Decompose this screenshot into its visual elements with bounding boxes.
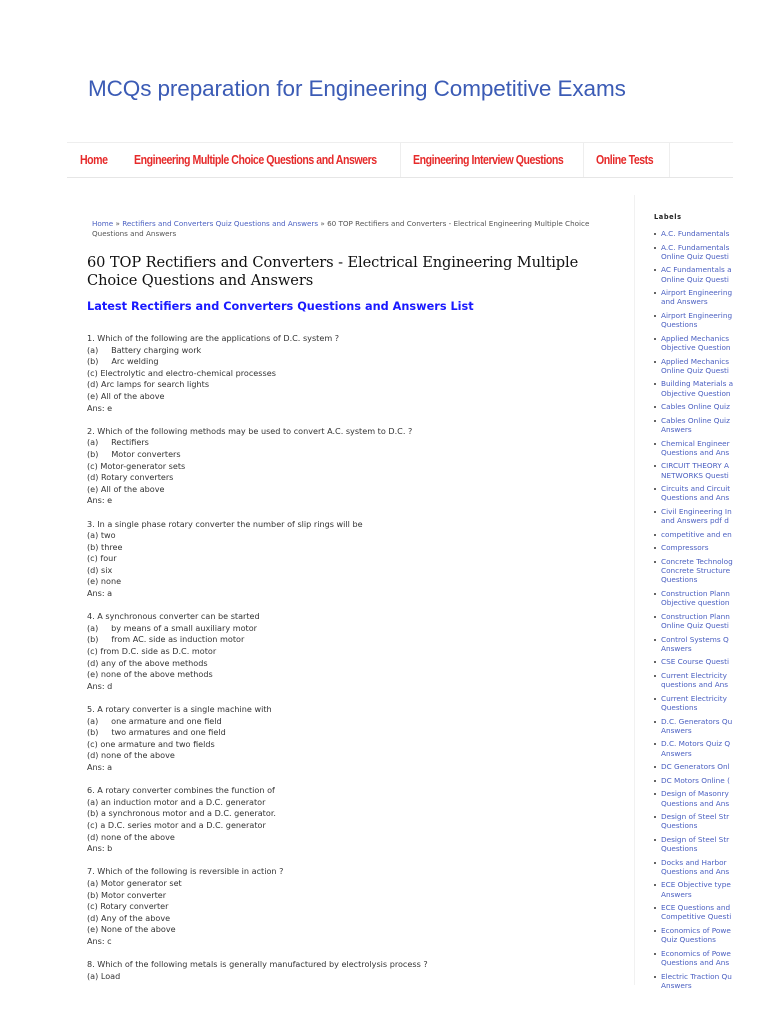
sidebar-label-link[interactable] (654, 243, 768, 261)
post-title: 60 TOP Rectifiers and Converters - Electrical Engineering Multiple Choice Questions and Answers (87, 254, 579, 289)
sidebar-label-link[interactable] (654, 776, 768, 785)
answer-key: Ans: d (87, 680, 113, 691)
sidebar-label-text: Design of Masonry (661, 789, 729, 799)
answer-option: (b) Motor converter (87, 889, 167, 900)
nav-divider (669, 143, 670, 177)
sidebar-label-text: Questions (661, 320, 698, 330)
sidebar-label-text: Economics of Powe (661, 926, 731, 936)
sidebar-label-text: Questions and Ans (661, 493, 730, 503)
sidebar-label-text: Chemical Engineer (661, 438, 730, 448)
sidebar-label-text: CSE Course Questi (661, 657, 729, 667)
answer-option: (b) Motor converters (87, 448, 181, 459)
sidebar-label-link[interactable] (654, 507, 768, 525)
breadcrumb-separator: » (318, 219, 328, 228)
question-text: 8. Which of the following metals is generally manufactured by electrolysis process ? (87, 959, 428, 970)
sidebar-label-text: Quiz Questions (661, 935, 716, 945)
sidebar-label-link[interactable] (654, 949, 768, 967)
answer-option: (a) two (87, 530, 116, 541)
sidebar-label-link[interactable] (654, 762, 768, 771)
sidebar-label-text: Questions (661, 821, 698, 831)
breadcrumb-separator: » (113, 219, 123, 228)
sidebar-heading: Labels (654, 213, 682, 221)
answer-option: (b) from AC. side as induction motor (87, 634, 245, 645)
sidebar-label-text: Online Quiz Questi (661, 274, 729, 284)
answer-option: (c) Electrolytic and electro-chemical processes (87, 367, 276, 378)
sidebar-label-text: questions and Ans (661, 680, 729, 690)
sidebar-label-text: D.C. Motors Quiz Q (661, 739, 731, 749)
sidebar-label-link[interactable] (654, 789, 768, 807)
sidebar-label-link[interactable] (654, 657, 768, 666)
sidebar-label-text: Design of Steel Str (661, 812, 730, 822)
sidebar-label-link[interactable] (654, 379, 768, 397)
question-text: 5. A rotary converter is a single machine with (87, 704, 272, 714)
answer-option: (d) Rotary converters (87, 472, 174, 483)
question-item (87, 785, 627, 855)
answer-key: Ans: a (87, 761, 113, 772)
sidebar-label-text: Control Systems Q (661, 634, 729, 644)
sidebar-label-link[interactable] (654, 334, 768, 352)
sidebar-label-text: Objective Question (661, 388, 731, 398)
question-text: 2. Which of the following methods may be used to convert A.C. system to D.C. ? (87, 425, 413, 436)
sidebar-label-text: CIRCUIT THEORY A (661, 461, 729, 471)
sidebar-label-link[interactable] (654, 311, 768, 329)
sidebar-label-text: Questions and Ans (661, 866, 730, 876)
sidebar-label-text: ECE Questions and (661, 903, 731, 913)
sidebar-label-text: Design of Steel Str (661, 834, 730, 844)
sidebar-label-link[interactable] (654, 858, 768, 876)
sidebar-label-link[interactable] (654, 543, 768, 552)
answer-key: Ans: a (87, 588, 113, 599)
question-item (87, 333, 627, 414)
sidebar-label-link[interactable] (654, 416, 768, 434)
answer-option: (a) one armature and one field (87, 715, 222, 726)
question-text: 3. In a single phase rotary converter the number of slip rings will be (87, 518, 363, 529)
answer-option: (b) two armatures and one field (87, 727, 226, 738)
answer-key: Ans: b (87, 843, 113, 854)
nav-divider (583, 143, 584, 177)
answer-option: (b) a synchronous motor and a D.C. generator. (87, 808, 276, 819)
question-item (87, 519, 627, 600)
sidebar-label-text: and Answers (661, 297, 708, 307)
sidebar-label-link[interactable] (654, 739, 768, 757)
sidebar-label-text: Applied Mechanics (661, 333, 730, 343)
sidebar-label-text: Objective question (661, 598, 730, 608)
breadcrumb (92, 219, 612, 239)
sidebar-label-link[interactable] (654, 612, 768, 630)
answer-option: (e) All of the above (87, 483, 165, 494)
site-title[interactable]: MCQs preparation for Engineering Competitive Exams (88, 76, 626, 101)
label-list (654, 229, 768, 990)
answer-option: (e) None of the above (87, 924, 176, 935)
sidebar-label-text: Construction Plann (661, 611, 730, 621)
answer-option: (a) Load (87, 970, 121, 981)
main-nav (67, 142, 733, 178)
sidebar-label-text: Concrete Technolog (661, 556, 733, 566)
sidebar-label-text: Airport Engineering (661, 288, 733, 298)
answer-option: (e) none (87, 576, 122, 587)
sidebar-label-text: Current Electricity (661, 670, 727, 680)
sidebar-label-text: Online Quiz Questi (661, 365, 729, 375)
answer-option: (a) an induction motor and a D.C. generator (87, 796, 266, 807)
answer-key: Ans: e (87, 402, 113, 413)
answer-option: (b) Arc welding (87, 356, 159, 367)
sidebar-label-text: Questions (661, 702, 698, 712)
sidebar-label-text: A.C. Fundamentals (661, 242, 730, 252)
sidebar-label-text: Online Quiz Questi (661, 251, 729, 261)
question-item (87, 704, 627, 774)
answer-option: (b) three (87, 541, 123, 552)
sidebar-label-text: A.C. Fundamentals (661, 229, 730, 238)
sidebar-label-link[interactable] (654, 835, 768, 853)
sidebar-label-text: Answers (661, 748, 692, 758)
sidebar-label-text: ECE Objective type (661, 880, 731, 890)
sidebar-label-text: Building Materials a (661, 379, 734, 389)
answer-option: (c) a D.C. series motor and a D.C. generator (87, 819, 266, 830)
answer-option: (a) Rectifiers (87, 437, 149, 448)
sidebar-label-text: Applied Mechanics (661, 356, 730, 366)
nav-divider (400, 143, 401, 177)
sidebar-label-link[interactable] (654, 671, 768, 689)
sidebar-label-text: Economics of Powe (661, 948, 731, 958)
nav-online-tests[interactable]: Online Tests (596, 153, 654, 167)
sidebar-label-text: Objective Question (661, 342, 731, 352)
sidebar-label-link[interactable] (654, 880, 768, 898)
sidebar-label-text: Questions (661, 575, 698, 585)
answer-option: (d) Any of the above (87, 912, 171, 923)
answer-key: Ans: c (87, 935, 112, 946)
answer-option: (a) Motor generator set (87, 877, 182, 888)
answer-option: (c) four (87, 553, 117, 564)
sidebar-label-text: Answers (661, 980, 692, 990)
sidebar-label-link[interactable] (654, 461, 768, 479)
post-subheading: Latest Rectifiers and Converters Questions and Answers List (87, 300, 474, 313)
answer-option: (a) by means of a small auxiliary motor (87, 622, 257, 633)
sidebar-label-text: D.C. Generators Qu (661, 716, 733, 726)
sidebar-label-text: Current Electricity (661, 693, 727, 703)
sidebar-label-text: Circuits and Circuit (661, 484, 731, 494)
sidebar-label-text: Questions and Ans (661, 798, 730, 808)
sidebar-label-link[interactable] (654, 717, 768, 735)
question-list (87, 333, 627, 994)
sidebar-label-text: Airport Engineering (661, 310, 733, 320)
nav-home[interactable]: Home (80, 153, 108, 167)
question-text: 4. A synchronous converter can be started (87, 611, 260, 622)
question-item (87, 959, 627, 982)
sidebar-label-link[interactable] (654, 530, 768, 539)
question-item (87, 866, 627, 947)
sidebar-label-link[interactable] (654, 589, 768, 607)
breadcrumb-category[interactable]: Rectifiers and Converters Quiz Questions and Answers (122, 219, 319, 228)
sidebar-label-text: Online Quiz Questi (661, 620, 729, 630)
nav-engineering-mcq[interactable]: Engineering Multiple Choice Questions and Answers (134, 153, 377, 167)
sidebar-label-text: Civil Engineering In (661, 506, 732, 516)
sidebar-label-text: and Answers pdf d (661, 516, 729, 526)
sidebar-label-text: Answers (661, 643, 692, 653)
sidebar-label-link[interactable] (654, 357, 768, 375)
sidebar-label-text: Questions (661, 844, 698, 854)
sidebar-label-text: AC Fundamentals a (661, 265, 732, 275)
sidebar-label-text: Construction Plann (661, 588, 730, 598)
sidebar-label-text: Compressors (661, 543, 709, 553)
sidebar-label-text: Docks and Harbor (661, 857, 727, 867)
sidebar-label-link[interactable] (654, 484, 768, 502)
breadcrumb-current: 60 TOP Rectifiers and Converters - Electrical Engineering Multiple Choice Questions and Answers (92, 219, 590, 238)
sidebar-label-link[interactable] (654, 402, 768, 411)
sidebar-label-text: Cables Online Quiz (661, 402, 730, 412)
question-text: 7. Which of the following is reversible in action ? (87, 866, 284, 877)
sidebar-label-text: Cables Online Quiz (661, 415, 730, 425)
answer-option: (c) Rotary converter (87, 901, 169, 912)
answer-option: (d) any of the above methods (87, 657, 208, 668)
question-item (87, 426, 627, 507)
sidebar-label-link[interactable] (654, 557, 768, 585)
answer-option: (d) none of the above (87, 750, 175, 761)
sidebar-label-text: Answers (661, 889, 692, 899)
question-text: 1. Which of the following are the applications of D.C. system ? (87, 333, 340, 343)
answer-option: (d) none of the above (87, 831, 175, 842)
sidebar-label-link[interactable] (654, 926, 768, 944)
sidebar-label-text: Competitive Questi (661, 912, 732, 922)
sidebar-label-text: NETWORKS Questi (661, 470, 729, 480)
sidebar-labels (654, 213, 768, 994)
sidebar-label-text: competitive and en (661, 529, 732, 539)
sidebar-label-text: Questions and Ans (661, 447, 730, 457)
column-divider (634, 195, 635, 985)
sidebar-label-link[interactable] (654, 972, 768, 990)
sidebar-label-text: Answers (661, 725, 692, 735)
sidebar-label-text: Questions and Ans (661, 958, 730, 968)
sidebar-label-link[interactable] (654, 812, 768, 830)
nav-interview-questions[interactable]: Engineering Interview Questions (413, 153, 564, 167)
sidebar-label-text: Electric Traction Qu (661, 971, 732, 981)
sidebar-label-link[interactable] (654, 903, 768, 921)
question-text: 6. A rotary converter combines the function of (87, 785, 275, 796)
sidebar-label-link[interactable] (654, 288, 768, 306)
answer-option: (c) Motor-generator sets (87, 460, 186, 471)
sidebar-label-link[interactable] (654, 229, 768, 238)
sidebar-label-text: Answers (661, 424, 692, 434)
answer-option: (c) from D.C. side as D.C. motor (87, 646, 217, 657)
sidebar-label-link[interactable] (654, 265, 768, 283)
answer-option: (a) Battery charging work (87, 344, 202, 355)
answer-option: (c) one armature and two fields (87, 738, 215, 749)
answer-option: (d) six (87, 564, 113, 575)
answer-option: (e) All of the above (87, 390, 165, 401)
sidebar-label-text: DC Generators Onl (661, 762, 730, 772)
sidebar-label-text: DC Motors Online ( (661, 775, 730, 785)
breadcrumb-home[interactable]: Home (92, 219, 114, 228)
sidebar-label-link[interactable] (654, 694, 768, 712)
sidebar-label-link[interactable] (654, 635, 768, 653)
answer-key: Ans: e (87, 495, 113, 506)
question-item (87, 611, 627, 692)
sidebar-label-text: Concrete Structure (661, 566, 731, 576)
answer-option: (e) none of the above methods (87, 669, 213, 680)
answer-option: (d) Arc lamps for search lights (87, 379, 210, 390)
sidebar-label-link[interactable] (654, 439, 768, 457)
